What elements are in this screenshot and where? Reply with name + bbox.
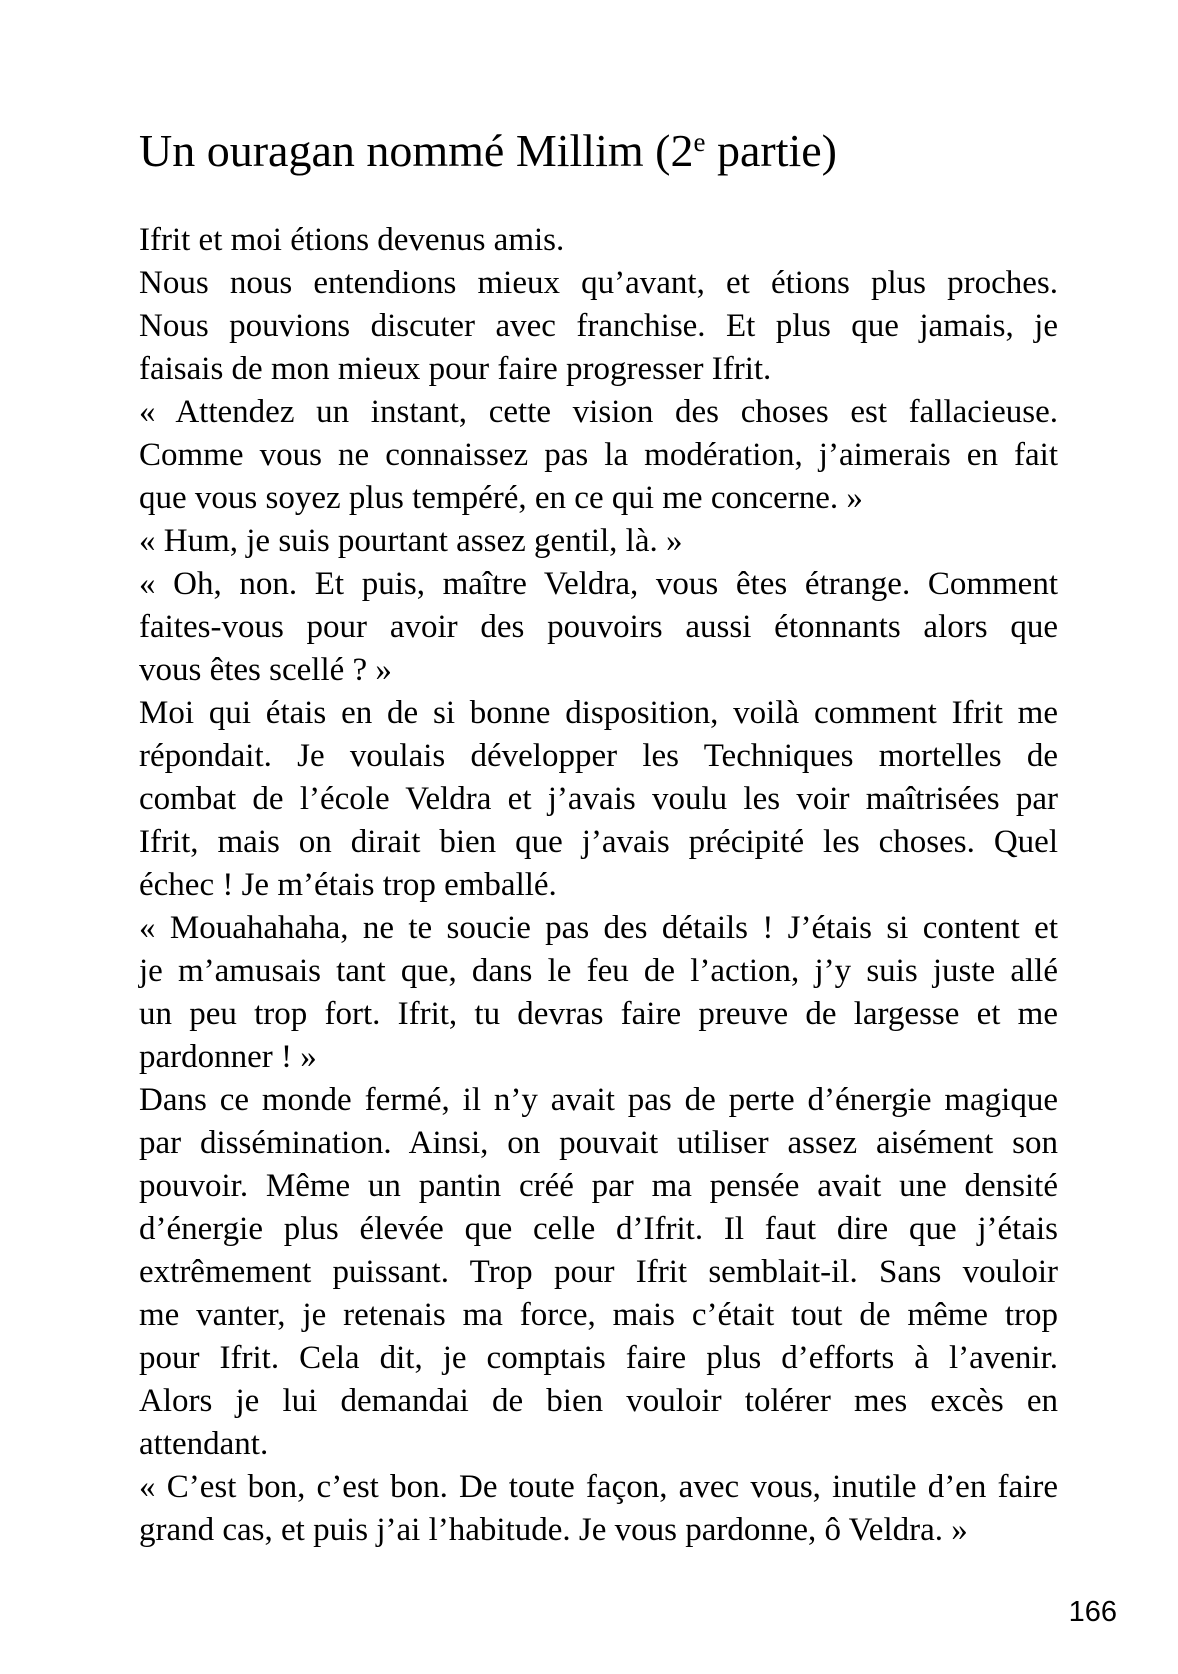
text-line: attendant. — [139, 1426, 269, 1462]
text-line: par dissémination. Ainsi, on pouvait utiliser assez aisément son — [139, 1125, 1058, 1161]
text-line: grand cas, et puis j’ai l’habitude. Je vous pardonne, ô Veldra. » — [139, 1512, 968, 1548]
text-line: répondait. Je voulais développer les Techniques mortelles de — [139, 738, 1058, 774]
text-line: que vous soyez plus tempéré, en ce qui me concerne. » — [139, 480, 863, 516]
text-line: Nous nous entendions mieux qu’avant, et étions plus proches. — [139, 265, 1058, 301]
title-prefix: Un ouragan nommé Millim (2 — [139, 125, 694, 176]
text-line: combat de l’école Veldra et j’avais voulu les voir maîtrisées par — [139, 781, 1058, 817]
text-line: pour Ifrit. Cela dit, je comptais faire plus d’efforts à l’avenir. — [139, 1340, 1058, 1376]
title-superscript: e — [693, 127, 706, 157]
title-suffix: partie) — [705, 125, 837, 176]
text-line: « Oh, non. Et puis, maître Veldra, vous êtes étrange. Comment — [139, 566, 1058, 602]
text-line: faites-vous pour avoir des pouvoirs aussi étonnants alors que — [139, 609, 1058, 645]
text-line: « Mouahahaha, ne te soucie pas des détails ! J’étais si content et — [139, 910, 1058, 946]
page-number: 166 — [1068, 1596, 1117, 1628]
text-line: je m’amusais tant que, dans le feu de l’action, j’y suis juste allé — [139, 953, 1058, 989]
text-line: « C’est bon, c’est bon. De toute façon, avec vous, inutile d’en faire — [139, 1469, 1058, 1505]
text-line: pouvoir. Même un pantin créé par ma pensée avait une densité — [139, 1168, 1058, 1204]
text-line: d’énergie plus élevée que celle d’Ifrit. Il faut dire que j’étais — [139, 1211, 1058, 1247]
text-line: Dans ce monde fermé, il n’y avait pas de perte d’énergie magique — [139, 1082, 1058, 1118]
text-line: pardonner ! » — [139, 1039, 317, 1075]
text-line: Ifrit et moi étions devenus amis. — [139, 222, 565, 258]
text-line: « Attendez un instant, cette vision des choses est fallacieuse. — [139, 394, 1058, 430]
text-line: me vanter, je retenais ma force, mais c’était tout de même trop — [139, 1297, 1058, 1333]
text-line: Ifrit, mais on dirait bien que j’avais précipité les choses. Quel — [139, 824, 1058, 860]
text-line: vous êtes scellé ? » — [139, 652, 392, 688]
text-line: Moi qui étais en de si bonne disposition, voilà comment Ifrit me — [139, 695, 1058, 731]
page-title — [139, 124, 837, 177]
text-line: Comme vous ne connaissez pas la modération, j’aimerais en fait — [139, 437, 1058, 473]
text-line: un peu trop fort. Ifrit, tu devras faire preuve de largesse et me — [139, 996, 1058, 1032]
text-line: Nous pouvions discuter avec franchise. Et plus que jamais, je — [139, 308, 1058, 344]
text-line: Alors je lui demandai de bien vouloir tolérer mes excès en — [139, 1383, 1058, 1419]
text-line: échec ! Je m’étais trop emballé. — [139, 867, 557, 903]
body-text — [139, 219, 1058, 1552]
text-line: « Hum, je suis pourtant assez gentil, là. » — [139, 523, 683, 559]
text-line: faisais de mon mieux pour faire progresser Ifrit. — [139, 351, 772, 387]
text-line: extrêmement puissant. Trop pour Ifrit semblait-il. Sans vouloir — [139, 1254, 1058, 1290]
